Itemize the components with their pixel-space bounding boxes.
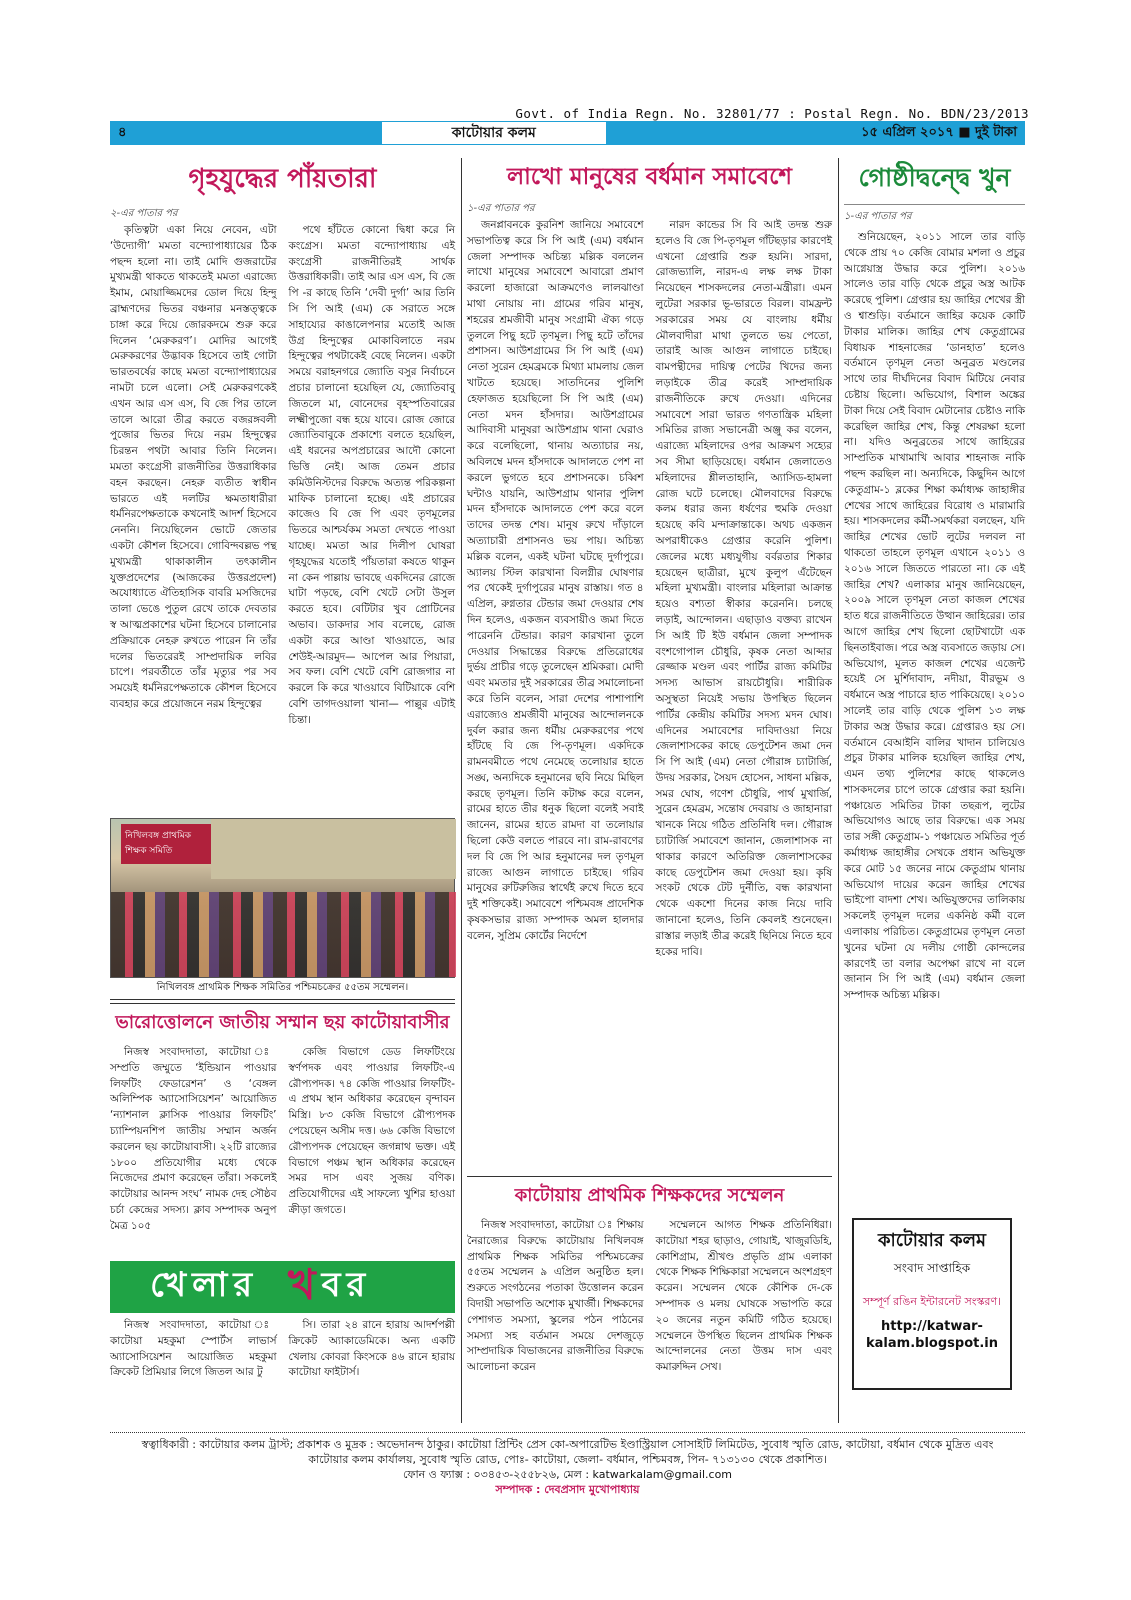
article-civil-war	[110, 158, 455, 729]
article-teachers-conference	[467, 1176, 832, 1376]
article-title: গোষ্ঠীদ্বন্দ্বে খুন	[844, 158, 1025, 205]
article-text: কৃতিত্বটা একা নিয়ে নেবেন, এটা ‘উদ্যোগী’ মমতা বন্দ্যোপাধ্যায়ের ঠিক পছন্দ হলো না। তাই মোদি গুজরাটের মুখ্যমন্ত্রী থাকতে থাকতেই মমতা এরাজ্যে ইমাম, মোয়াজ্জিমদের ডোল দিয়ে হিন্দু ব্রাহ্মণদের ভিতর বঞ্চনার মনস্তত্ত্বকে চাঙ্গা করে দিয়ে জোরকদমে শুরু করে দিলেন ‘মেরুকরণ’। মোদির আগেই মেরুকরণের উদ্ভাবক হিসেবে তাই গোটা ভারতবর্ষের কাছে মমতা বন্দ্যোপাধ্যায়ের নামটা চলে এলো। সেই মেরুকরণকেই এখন আর এস এস, বি জে পির তালে তালে আরো তীব্র করতে বজরঙ্গবলী পুজোর ভিতর দিয়ে নরম হিন্দুত্বের চিরন্তন পথটা আবার তিনি নিলেন। মমতা কংগ্রেসী রাজনীতির উত্তরাধিকার বহন করছেন। নেহরু ব্যতীত স্বাধীন ভারতে এই দলটির ক্ষমতাধারীরা ধর্মনিরপেক্ষতাকে কখনোই আদর্শ হিসেবে নেননি। নিয়েছিলেন ভোটে জেতার একটা কৌশল হিসেবে। গোবিন্দবল্লভ পন্থ মুখ্যমন্ত্রী থাকাকালীন তৎকালীন যুক্তপ্রদেশের (আজকের উত্তরপ্রদেশ) অযোধ্যাতে ঐতিহাসিক বাবরি মসজিদের তালা ভেঙে পুতুল রেখে তাকে দেবতার স্ব আত্মপ্রকাশের ঘটনা হিসেবে চালানোর প্রক্রিয়াকে নেহরু রুখতে পারেন নি তাঁর দলের ভিতরেরই সাম্প্রদায়িক লবির চাপে। পরবর্তীতে তাঁর মৃত্যুর পর সব সময়েই ধর্মনিরপেক্ষতাকে কৌশল হিসেবে ব্যবহার করে প্রয়োজনে নরম হিন্দুত্বের	[110, 224, 277, 710]
article-text: পথে হাঁটতে কোনো দ্বিধা করে নি কংগ্রেস। মমতা বন্দ্যোপাধ্যায় এই কংগ্রেসী রাজনীতিরই সার্থক উত্তরাধিকারী। তাই আর এস এস, বি জে পি -র কাছে তিনি ‘দেবী দুর্গা’ আর তিনি সি পি আই (এম) কে সরাতে সঙ্গে সাহায্যের কাঙালেপনার মতোই আজ উগ্র হিন্দুত্বের মোকাবিলাতে নরম হিন্দুত্বের পথটাকেই বেছে নিলেন। একটা সময়ে বরাহনগরে জ্যোতি বসুর নির্বাচনে প্রচার চালানো হয়েছিল যে, জ্যোতিবাবু জিতলে মা, বোনেদের বৃহস্পতিবারের লক্ষ্মীপুজো বন্ধ হয়ে যাবে। রোজ জোরে জ্যোতিবাবুকে প্রকাশ্যে বলতে হয়েছিল, এই ধরনের অপপ্রচারের আদৌ কোনো ভিত্তি নেই। আজ তেমন প্রচার কমিউনিস্টদের বিরুদ্ধে অত্যন্ত পরিকল্পনা মাফিক চালানো হচ্ছে। এই প্রচারের কাজেও বি জে পি এবং তৃণমূলের ভিতরে আশ্চর্যকম সমতা দেখতে পাওয়া যাচ্ছে। মমতা আর দিলীপ ঘোষরা গৃহযুদ্ধের যতোই পাঁয়তারা কষতে থাকুন না কেন পাল্লায় ভাবছে একদিনের রোজে ঘাটা পড়ছে, বেশি খেটে সেটা উসুল করতে হবে। বেটিটার খুব প্রোটিনের অভাব। ডাকদার সাব বলেছে, রোজ একটা করে আণ্ডা খাওয়াতে, আর শেউই-আরমুদ— আপেল আর পিয়ারা, সব ফল। বেশি খেটে বেশি রোজগার না করলে কি করে খাওয়াবে বিটিয়াকে বেশি বেশি তাগদওয়ালা খানা— পাল্লুর এটাই চিন্তা।	[288, 224, 455, 726]
article-text: নারদ কান্ডের সি বি আই তদন্ত শুরু হলেও বি জে পি-তৃণমূল গাঁটছড়ার কারণেই এখনো গ্রেপ্তারি শুরু হয়নি। সারদা, রোজভ্যালি, নারদ-এ লক্ষ লক্ষ টাকা নিয়েছেন শাসকদলের নেতা-মন্ত্রীরা। এমন লুটেরা সরকার ভূ-ভারতে বিরল। বামফ্রন্ট সরকারের সময় যে বাংলায় ধর্মীয় মৌলবাদীরা মাথা তুলতে ভয় পেতো, তারাই আজ আগুন লাগাতে চাইছে। বামপন্থীদের দায়িত্ব পেটের খিদের জন্য লড়াইকে তীব্র করেই সাম্প্রদায়িক রাজনীতিকে রুখে দেওয়া। এদিনের সমাবেশে সারা ভারত গণতান্ত্রিক মহিলা সমিতির রাজ্য সভানেত্রী অঞ্জু কর বলেন, এরাজ্যে মহিলাদের ওপর আক্রমণ সহ্যের সব সীমা ছাড়িয়েছে। বর্ধমান জেলাতেও মহিলাদের শ্লীলতাহানি, অ্যাসিড-হামলা রোজ ঘটে চলেছে। মৌলবাদের বিরুদ্ধে কলম ধরার জন্য ধর্ষণের হুমকি দেওয়া হয়েছে কবি মন্দাক্রান্তাকে। অথচ একজন অপরাধীকেও গ্রেপ্তার করেনি পুলিশ। জেলের মধ্যে মধ্যযুগীয় বর্বরতার শিকার হয়েছেন ছাত্রীরা, মুখে কুলুপ এঁটেছেন মহিলা মুখ্যমন্ত্রী। বাংলার মহিলারা আক্রান্ত হয়েও বশ্যতা স্বীকার করেননি। চলছে লড়াই, আন্দোলন। এছাড়াও বক্তব্য রাখেন সি আই টি ইউ বর্ধমান জেলা সম্পাদক বংশগোপাল চৌধুরি, কৃষক নেতা আব্দার রেজ্জাক মণ্ডল এবং পার্টির রাজ্য কমিটির সদস্য আভাস রায়চৌধুরি। শারীরিক অসুস্থতা নিয়েই সভায় উপস্থিত ছিলেন পার্টির কেন্দ্রীয় কমিটির সদস্য মদন ঘোষ। এদিনের সমাবেশের দাবিদাওয়া নিয়ে জেলাশাসকের কাছে ডেপুটেশন জমা দেন সি পি আই (এম) নেতা গৌরাঙ্গ চ্যাটার্জি, উদয় সরকার, সৈয়দ হোসেন, সাধনা মল্লিক, সমর ঘোষ, গণেশ চৌধুরি, পার্থ মুখার্জি, সুরেন হেমব্রম, সন্তোষ দেবরায় ও জাহানারা খানকে নিয়ে গঠিত প্রতিনিধি দল। গৌরাঙ্গ চ্যাটার্জি সমাবেশে জানান, জেলাশাসক না থাকার কারণে অতিরিক্ত জেলাশাসকের কাছে ডেপুটেশন জমা দেওয়া হয়। কৃষি সংকট থেকে টেট দুর্নীতি, বন্ধ কারখানা থেকে একশো দিনের কাজ নিয়ে দাবি জানানো হলেও, তিনি কেবলই শুনেছেন। রাস্তার লড়াই তীব্র করেই ছিনিয়ে নিতে হবে হকের দাবি।	[655, 219, 832, 958]
sports-banner-part: বর	[321, 1264, 372, 1305]
page-header-bar	[110, 121, 1025, 145]
imprint-line: স্বত্বাধিকারী : কাটোয়ার কলম ট্রাস্ট; প্রকাশক ও মুদ্রক : অভেদানন্দ ঠাকুর। কাটোয়া প্রিন্টিং প্রেস কো-অপারেটিভ ইণ্ডাস্ট্রিয়াল সোসাইটি লিমিটেড, সুবোধ স্মৃতি রোড, কাটোয়া, বর্ধমান থেকে মুদ্রিত এবং	[141, 1438, 994, 1451]
article-text: নিজস্ব সংবাদদাতা, কাটোয়া ঃ সম্প্রতি জম্মুতে ‘ইন্ডিয়ান পাওয়ার লিফটিং ফেডারেশন’ ও ‘বেঙ্গল অলিম্পিক অ্যাসোসিয়েশন’ আয়োজিত ‘ন্যাশনাল ক্লাসিক পাওয়ার লিফটিং’ চ্যাম্পিয়নশিপ জাতীয় সম্মান অর্জন করলেন ছয় কাটোয়াবাসী। ২২টি রাজ্যের ১৮০০ প্রতিযোগীর মধ্যে থেকে নিজেদের প্রমাণ করেছেন তাঁরা। সকলেই কাটোয়ার আনন্দ সংঘ’ নামক দেহ সৌষ্ঠব চর্চা কেন্দ্রের সদস্য। ক্লাব সম্পাদক অনুপ মৈত্র ১০৫	[110, 1046, 277, 1232]
page-body	[110, 158, 1025, 1428]
article-cricket	[110, 1318, 455, 1381]
article-weightlifting	[110, 1003, 455, 1235]
editor-line: সম্পাদক : দেবপ্রসাদ মুখোপাধ্যায়	[495, 1483, 640, 1496]
continued-from: ২-এর পাতার পর	[110, 208, 178, 219]
sports-banner-part: খেলার	[150, 1264, 259, 1305]
photo-caption: নিখিলবঙ্গ প্রাথমিক শিক্ষক সমিতির পশ্চিমচক্রের ৫৫তম সম্মেলন।	[110, 980, 455, 1000]
photo-wall	[211, 819, 456, 879]
article-factional-murder	[844, 158, 1025, 1004]
ad-edition-note: সম্পূর্ণ রঙিন ইন্টারনেট সংস্করণ।	[862, 1295, 1002, 1308]
registration-number: Govt. of India Regn. No. 32801/77 : Postal Regn. No. BDN/23/2013	[515, 106, 1029, 121]
column-divider	[461, 158, 462, 1423]
imprint-footer	[110, 1432, 1025, 1497]
column-divider	[838, 158, 839, 1423]
article-text: সম্মেলনে আগত শিক্ষক প্রতিনিধিরা। কাটোয়া শহর ছাড়াও, গোয়াই, খাজুরডিহি, কোশিগ্রাম, শ্রীখণ্ড প্রভৃতি গ্রাম এলাকা থেকে শিক্ষক শিক্ষিকারা সম্মেলনে অংশগ্রহণ করেন। সম্মেলন থেকে কৌশিক দে-কে সম্পাদক ও মলয় ঘোষকে সভাপতি করে ২০ জনের নতুন কমিটি গঠিত হয়েছে। সম্মেলনে উপস্থিত ছিলেন প্রাথমিক শিক্ষক আন্দোলনের নেতা উত্তম দাস এবং কমারুদ্দিন সেখ।	[655, 1219, 832, 1374]
article-title: গৃহযুদ্ধের পাঁয়তারা	[188, 164, 377, 194]
paper-name: কাটোয়ার কলম	[382, 122, 606, 144]
article-title: ভারোত্তোলনে জাতীয় সম্মান ছয় কাটোয়াবাসীর	[110, 1003, 455, 1039]
contact-line: ফোন ও ফ্যাক্স : ০৩৪৫৩-২৫৫৮২৬, মেল : katwarkalam@gmail.com	[402, 1468, 733, 1481]
continued-from: ১-এর পাতার পর	[467, 203, 535, 214]
article-text: কেজি বিভাগে ডেড লিফটিংয়ে স্বর্ণপদক এবং পাওয়ার লিফটিং-এ রৌপ্যপদক। ৭৪ কেজি পাওয়ার লিফটিং-এ প্রথম স্থান অধিকার করেছেন বৃন্দাবন মিস্ত্রি। ৮৩ কেজি বিভাগে রৌপ্যপদক পেয়েছেন অসীম দত্ত। ৬৬ কেজি বিভাগে রৌপ্যপদক পেয়েছেন জগন্নাথ ভক্ত। এই বিভাগে পঞ্চম স্থান অধিকার করেছেন সমর দাস এবং সুজয় বণিক। প্রতিযোগীদের এই সাফল্যে খুশির হাওয়া ক্রীড়া জগতে।	[288, 1046, 455, 1216]
photo-banner: নিখিলবঙ্গ প্রাথমিক শিক্ষক সমিতি	[121, 824, 211, 864]
sports-news-banner	[110, 1261, 455, 1313]
continued-from: ১-এর পাতার পর	[844, 211, 912, 222]
page-number: ৪	[118, 124, 127, 140]
article-text: নিজস্ব সংবাদদাতা, কাটোয়া ঃ শিক্ষায় নৈরাজ্যের বিরুদ্ধে কাটোয়ায় নিখিলবঙ্গ প্রাথমিক শিক্ষক সমিতির পশ্চিমচক্রের ৫৫তম সম্মেলন ৯ এপ্রিল অনুষ্ঠিত হল। শুরুতে সংগঠনের পতাকা উত্তোলন করেন বিদায়ী সভাপতি অশোক মুখার্জী। শিক্ষকদের পেশাগত সমস্যা, স্কুলের পঠন পাঠনের সমস্যা সহ বর্তমান সময়ে দেশজুড়ে সাম্প্রদায়িক বিভাজনের রাজনীতির বিরুদ্ধে আলোচনা করেন	[467, 1219, 644, 1374]
article-text: সি। তারা ২৪ রানে হারায় আদর্শপল্লী ক্রিকেট অ্যাকাডেমিকে। অন্য একটি খেলায় কোবরা কিংসকে ৪৬ রানে হারায় কাটোয়া ফাইটার্স।	[288, 1319, 455, 1379]
article-bardhaman-rally	[467, 158, 832, 960]
news-photo	[110, 818, 455, 978]
article-text: জনপ্লাবনকে কুরনিশ জানিয়ে সমাবেশে সভাপতিত্ব করে সি পি আই (এম) বর্ধমান জেলা সম্পাদক অচিন্ত্য মল্লিক বললেন লাখো মানুষের সমাবেশে আবারো প্রমাণ করলো হাজারো আক্রমণেও লালঝাণ্ডা মাথা নোয়ায় না। গ্রামের গরিব মানুষ, শহরের শ্রমজীবী মানুষ সংগ্রামী ঐক্য গড়ে তুললে পিছু হটে তৃণমূল। পিছু হটে তাঁদের প্রশাসন। আউশগ্রামের সি পি আই (এম) নেতা সুরেন হেমব্রমকে মিথ্যা মামলায় জেল খাটতে হয়েছে। সাতদিনের পুলিশি হেফাজত হয়েছিলো সি পি আই (এম) নেতা মদন হাঁসদার। আউশগ্রামের আদিবাসী মানুষরা আউশগ্রাম থানা ঘেরাও করে বলেছিলো, থানায় অত্যাচার নয়, অবিলম্বে মদন হাঁসদাকে আদালতে পেশ না করলে ভুগতে হবে প্রশাসনকে। চব্বিশ ঘন্টাও যায়নি, আউশগ্রাম থানার পুলিশ মদন হাঁসদাকে আদালতে পেশ করে বলে তাদের তদন্ত শেষ। মানুষ রুখে দাঁড়ালে অত্যাচারী প্রশাসনও ভয় পায়। অচিন্ত্য মল্লিক বলেন, একই ঘটনা ঘটছে দুর্গাপুরে। অ্যালয় স্টিল কারখানা বিলগ্নীর ঘোষণার পর থেকেই দুর্গাপুরের মানুষ রাস্তায়। গত ৪ এপ্রিল, রুগ্নতার টেন্ডার জমা দেওয়ার শেষ দিন হলেও, একজন ব্যবসায়ীও জমা দিতে পারেননি টেন্ডার। কারণ কারখানা তুলে দেওয়ার সিদ্ধান্তের বিরুদ্ধে প্রতিরোধের দুর্ভয় প্রাচীর গড়ে তুলেছেন শ্রমিকরা। মোদী এবং মমতার দুই সরকারের তীব্র সমালোচনা করে তিনি বলেন, সারা দেশের পাশাপাশি এরাজ্যেও শ্রমজীবী মানুষের আন্দোলনকে দুর্বল করার জন্য ধর্মীয় মেরুকরণের পথে হাঁটছে বি জে পি-তৃণমূল। একদিকে রামনবমীতে পথে নেমেছে তলোয়ার হাতে সঙ্ঘ, অন্যদিকে হনুমানের ছবি নিয়ে মিছিল করছে তৃণমূল। তিনি কটাক্ষ করে বলেন, রামের হাতে তীর ধনুক ছিলো বলেই সবাই জানেন, রামের হাতে রামদা বা তলোয়ার ছিলো কেউ বলতে পারবে না। রাম-রাবণের দল বি জে পি আর হনুমানের দল তৃণমূল রাজ্যে আগুন লাগাতে চাইছে। গরিব মানুষের রুটিরুজির স্বার্থেই রুখে দিতে হবে দুই শক্তিকেই। সমাবেশে পশ্চিমবঙ্গ প্রাদেশিক কৃষকসভার রাজ্য সম্পাদক অমল হালদার বলেন, সুপ্রিম কোর্টের নির্দেশে	[467, 219, 644, 942]
issue-date-price: ১৫ এপ্রিল ২০১৭ ■ দুই টাকা	[861, 124, 1017, 140]
ad-blog-link[interactable]: http://katwar-kalam.blogspot.in	[866, 1319, 998, 1351]
ad-paper-name: কাটোয়ার কলম	[877, 1230, 987, 1251]
article-title: লাখো মানুষের বর্ধমান সমাবেশে	[507, 164, 792, 190]
paper-ad-box	[852, 1218, 1012, 1390]
sports-banner-letter: খ	[288, 1259, 322, 1309]
article-title: কাটোয়ায় প্রাথমিক শিক্ষকদের সম্মেলন	[467, 1176, 832, 1212]
imprint-line: কাটোয়ার কলম কার্যালয়, সুবোধ স্মৃতি রোড, পোঃ- কাটোয়া, জেলা- বর্ধমান, পশ্চিমবঙ্গ, পিন- ৭১৩১৩০ থেকে প্রকাশিত।	[308, 1453, 827, 1466]
article-text: শুনিয়েছেন, ২০১১ সালে তার বাড়ি থেকে প্রায় ৭০ কেজি বোমার মশলা ও প্রচুর আগ্নেয়াস্ত্র উদ্ধার করে পুলিশ। ২০১৬ সালেও তার বাড়ি থেকে প্রচুর অস্ত্র আটক করেছে পুলিশ। গ্রেপ্তার হয় জাহির শেখের স্ত্রী ও শ্বাশুড়ি। বর্তমানে জাহির কয়েক কোটি টাকার মালিক। জাহির শেখ কেতুগ্রামের বিধায়ক শাহনাজের ‘ডানহাত’ হলেও বর্তমানে তৃণমূল নেতা অনুব্রত মণ্ডলের সাথে তার দীর্ঘদিনের বিবাদ মিটিয়ে নেবার চেষ্টায় ছিলো। অভিযোগ, বিশাল অঙ্কের টাকা দিয়ে সেই বিবাদ মেটানোর চেষ্টাও নাকি করেছিল জাহির শেখ, কিন্তু শেষরক্ষা হলো না। যদিও অনুব্রতের সাথে জাহিরের সাম্প্রতিক মাখামাখি আবার শাহনাজ নাকি পছন্দ করছিল না। অন্যদিকে, কিছুদিন আগে কেতুগ্রাম-১ ব্লকের শিক্ষা কর্মাধ্যক্ষ জাহাঙ্গীর শেখের সাথে জাহিরের বিরোধ ও মারামারি হয়। শাসকদলের কর্মী-সমর্থকরা বলছেন, যদি জাহির শেখের ভোট লুটের দলবল না থাকতো তাহলে তৃণমূল এখানে ২০১১ ও ২০১৬ সালে জিততে পারতো না। কে এই জাহির শেখ? এলাকার মানুষ জানিয়েছেন, ২০০৯ সালে তৃণমূল নেতা কাজল শেখের হাত ধরে রাজনীতিতে উত্থান জাহিরের। তার আগে জাহির শেখ ছিলো ছোটখাটো এক ছিনতাইবাজ। পরে অস্ত্র ব্যবসাতে জড়ায় সে। অভিযোগ, মূলত কাজল শেখের এজেন্ট হয়েই সে মুর্শিদাবাদ, নদীয়া, বীরভূম ও বর্ধমানে অস্ত্র পাচারে হাত পাকিয়েছে। ২০১০ সালেই তার বাড়ি থেকে পুলিশ ১৩ লক্ষ টাকার অস্ত্র উদ্ধার করে। গ্রেপ্তারও হয় সে। বর্তমানে বেআইনি বালির খাদান চালিয়েও প্রচুর টাকার মালিক হয়েছিল জাহির শেখ, এমন তথ্য পুলিশের কাছে থাকলেও শাসকদলের চাপে তাকে গ্রেপ্তার করা হয়নি। পঞ্চায়েত সমিতির টাকা তছরূপ, লুটের অভিযোগও আছে তার বিরুদ্ধে। এক সময় তার সঙ্গী কেতুগ্রাম-১ পঞ্চায়েত সমিতির পূর্ত কর্মাধ্যক্ষ জাহাঙ্গীর সেখকে প্রধান অভিযুক্ত করে মোট ১৫ জনের নামে কেতুগ্রাম থানায় অভিযোগ দায়ের করেন জাহির শেখের ভাইপো বাদশা শেখ। অভিযুক্তদের তালিকায় সকলেই তৃণমূল দলের একনিষ্ঠ কর্মী বলে এলাকায় পরিচিত। কেতুগ্রামের তৃণমূল নেতা খুনের ঘটনা যে দলীয় গোষ্ঠী কোন্দলের কারণেই তা বলার অপেক্ষা রাখে না বলে জানান সি পি আই (এম) বর্ধমান জেলা সম্পাদক অচিন্ত্য মল্লিক।	[844, 231, 1025, 1002]
photo-audience	[111, 892, 456, 977]
article-text: নিজস্ব সংবাদদাতা, কাটোয়া ঃ কাটোয়া মহকুমা স্পোর্টস লাভার্স অ্যাসোসিয়েশন আয়োজিত মহকুমা ক্রিকেট প্রিমিয়ার লিগে জিতল আর টু	[110, 1319, 277, 1379]
ad-tagline: সংবাদ সাপ্তাহিক	[893, 1261, 971, 1275]
